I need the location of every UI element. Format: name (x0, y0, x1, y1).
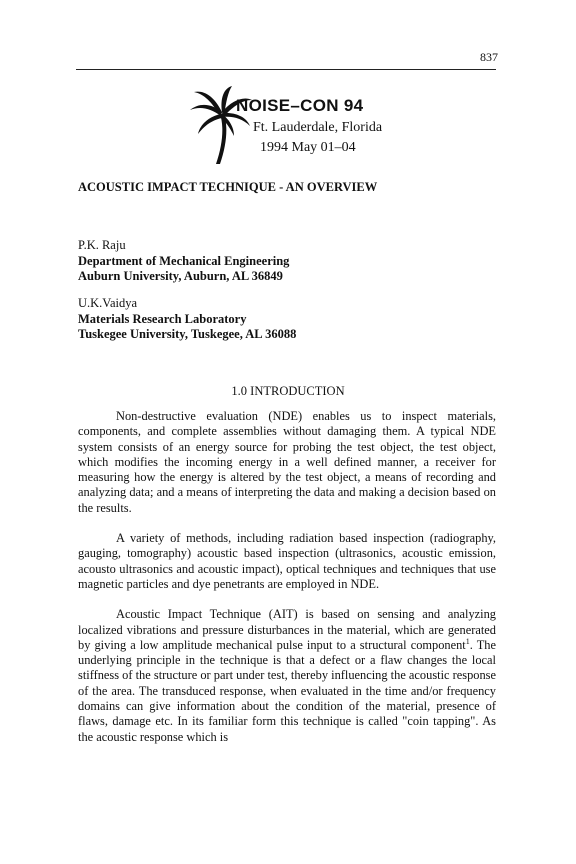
section-heading: 1.0 INTRODUCTION (231, 384, 345, 398)
paper-title: ACOUSTIC IMPACT TECHNIQUE - AN OVERVIEW (78, 180, 378, 194)
author-department: Materials Research Laboratory (78, 311, 247, 326)
reference-marker: 1 (465, 636, 470, 646)
conference-place: Ft. Lauderdale, Florida (253, 120, 383, 135)
conference-title: NOISE–CON 94 (236, 96, 364, 115)
body-text (78, 409, 496, 760)
author-block-1 (78, 238, 289, 285)
page-number: 837 (480, 50, 498, 64)
paragraph (78, 607, 496, 745)
header-rule (76, 69, 496, 70)
paragraph-text: Acoustic Impact Technique (AIT) is based on sensing and analyzing localized vibrations and pressure disturbances in the material, which are generated by giving a low amplitude mechanical pulse input to a structural component (78, 607, 496, 652)
author-block-2 (78, 296, 296, 343)
author-institution: Tuskegee University, Tuskegee, AL 36088 (78, 327, 297, 341)
author-name: U.K.Vaidya (78, 296, 138, 310)
paragraph-text: technique is that a defect or a flaw changes the local stiffness of the structure or part under test, thereby influencing the acoustic response of the area. The transduced response, when evaluated in the time and/or frequency domains can give information about the condition of the material, presence of flaws, damage etc. In its familiar form this technique is called "coin tapping". As the acoustic response which is (78, 653, 496, 744)
author-department: Department of Mechanical Engineering (78, 253, 290, 268)
paragraph-text: . The underlying principle in the (78, 637, 496, 668)
author-institution: Auburn University, Auburn, AL 36849 (78, 269, 283, 283)
author-name: P.K. Raju (78, 238, 126, 252)
conference-logo (190, 86, 420, 166)
paragraph: Non-destructive evaluation (NDE) enables us to inspect materials, components, and complete assemblies without damaging them. A typical NDE system consists of an energy source for probing the test object, the test object, which modifies the incoming energy in a well defined manner, a receiver for measuring how the energy is altered by the test object, a means of recording and analyzing data; and a means of interpreting the data and making a decision based on the results. (78, 409, 496, 515)
paragraph: A variety of methods, including radiation based inspection (radiography, gauging, tomography) acoustic based inspection (ultrasonics, acoustic emission, acousto ultrasonics and acoustic impact), optical techniques and techniques that use magnetic particles and dye penetrants are employed in NDE. (78, 531, 496, 591)
conference-date: 1994 May 01–04 (260, 140, 356, 155)
